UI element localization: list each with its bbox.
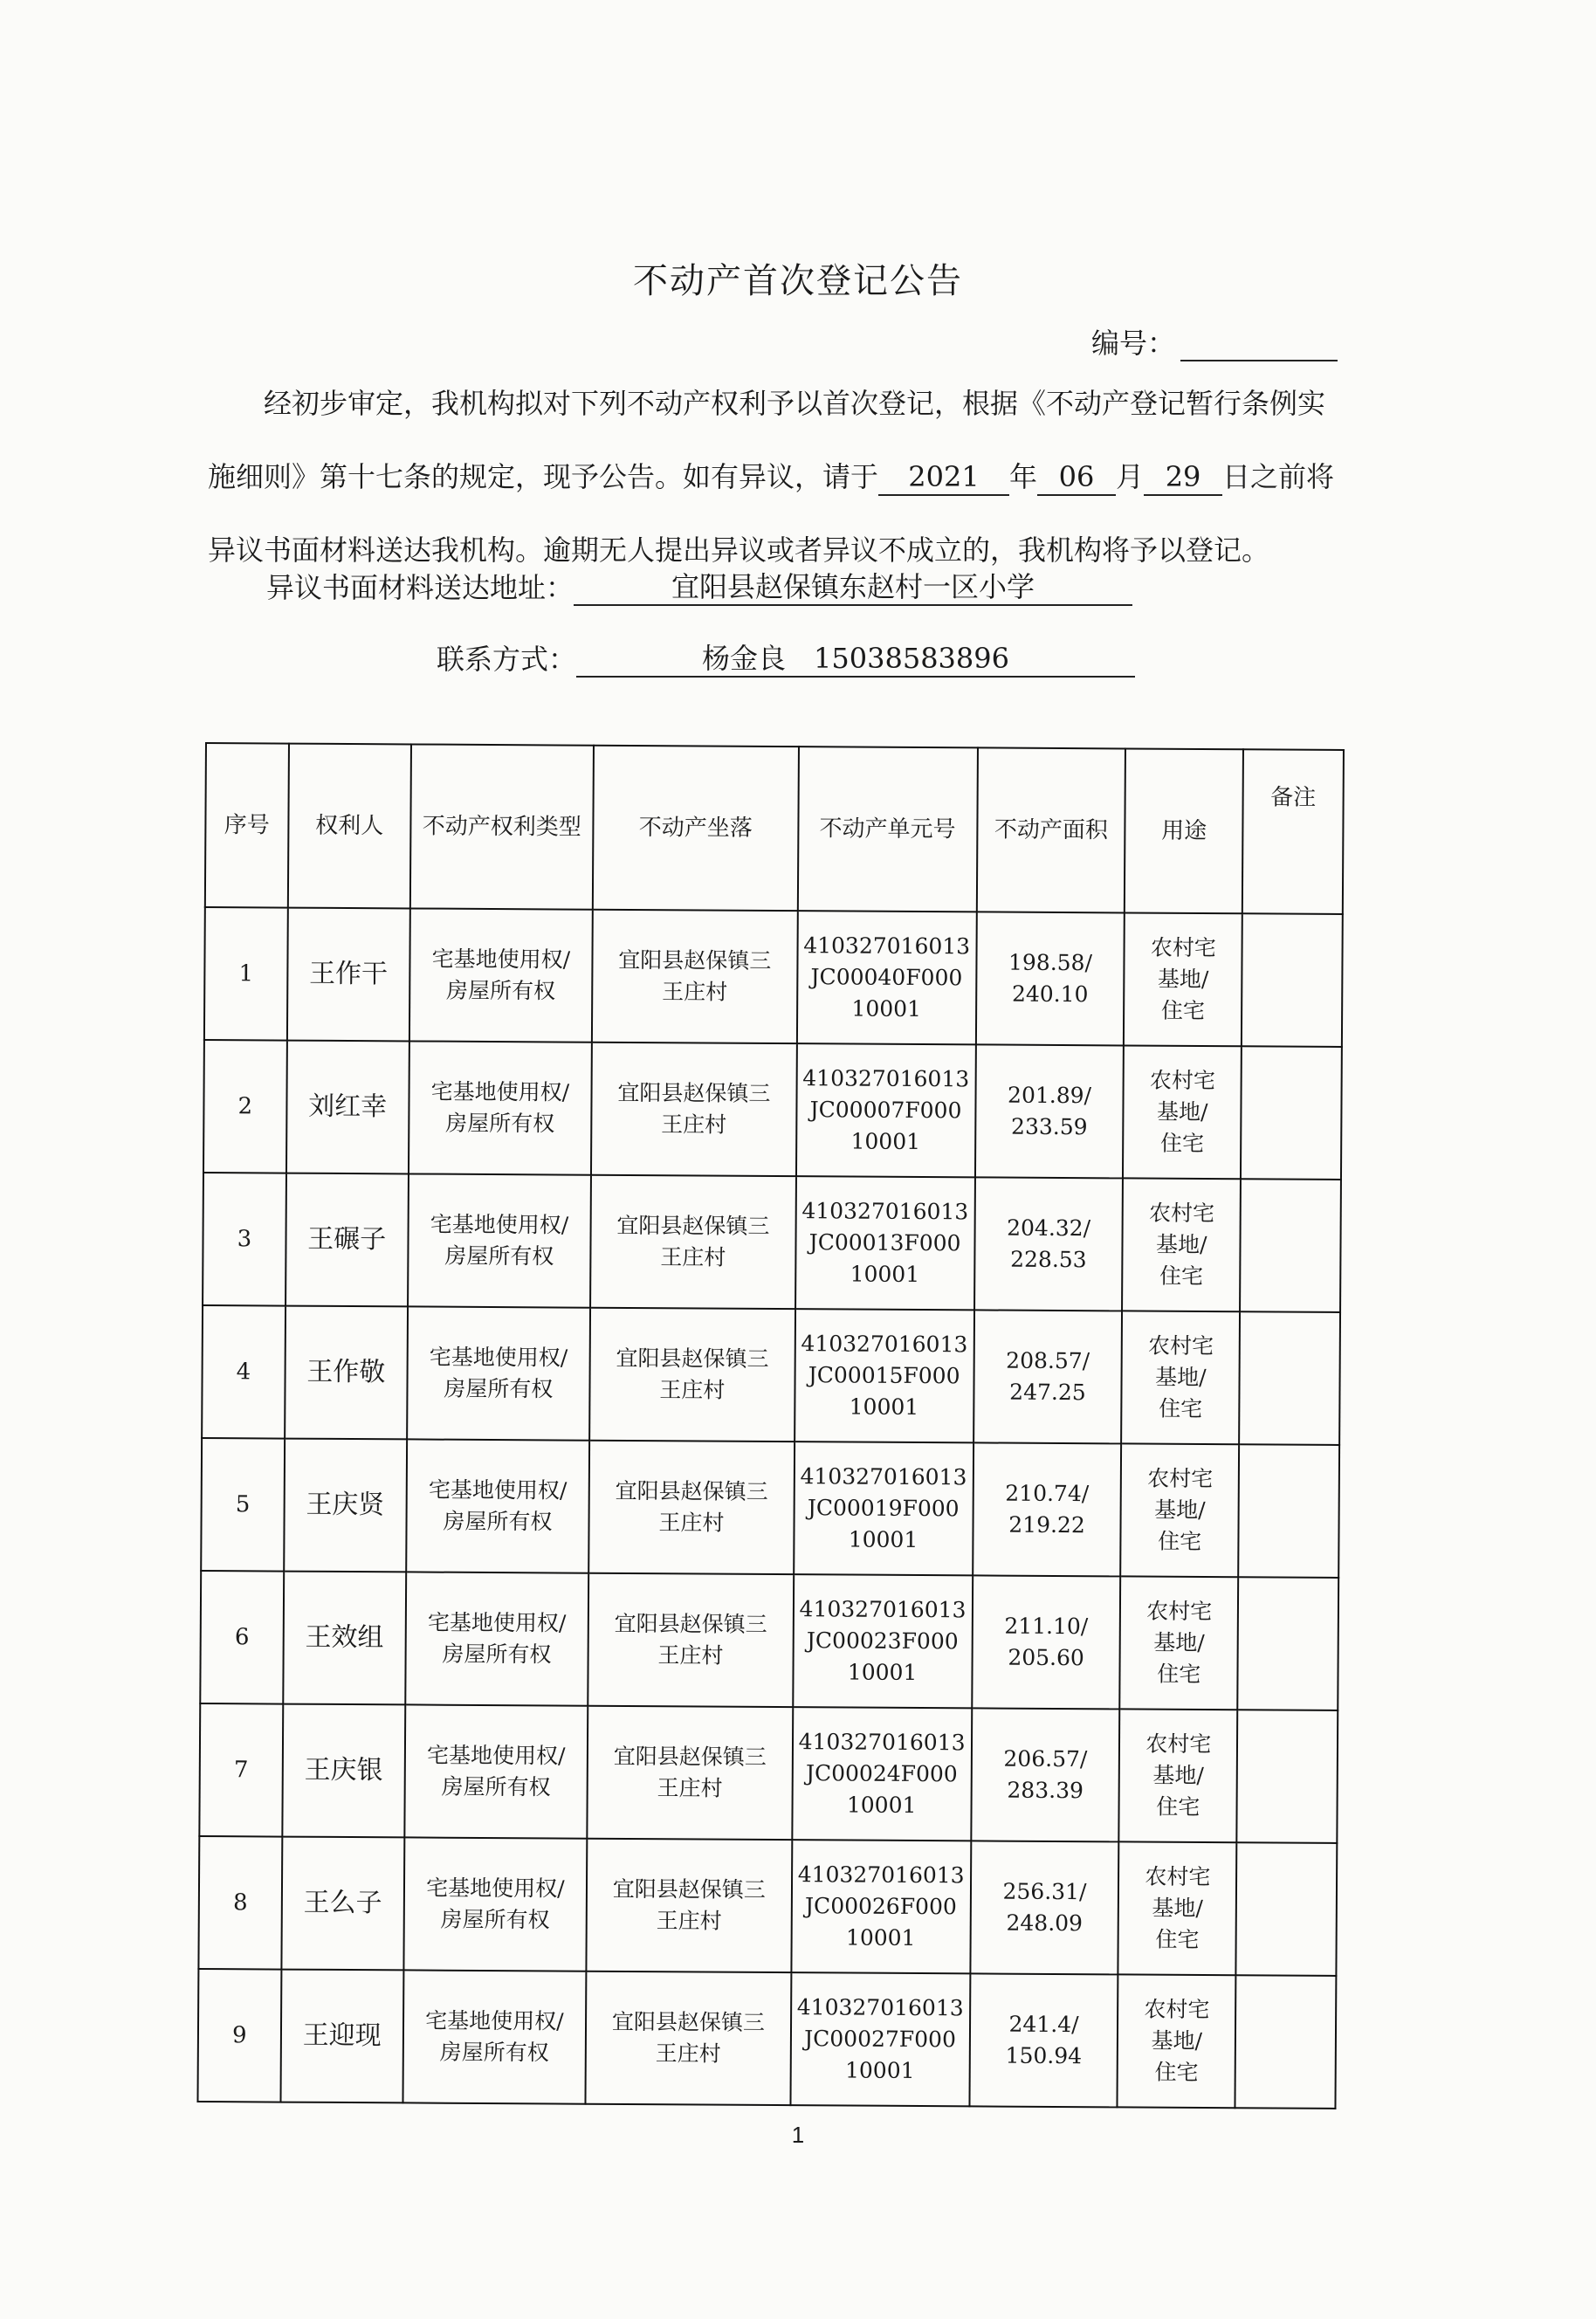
deadline-year: 2021: [878, 459, 1009, 496]
cell-use-line: 农村宅: [1149, 1067, 1216, 1094]
cell-owner: 王迎现: [280, 1970, 403, 2103]
cell-unit-number: [790, 1972, 970, 2106]
cell-area-line: 228.53: [1010, 1246, 1087, 1273]
cell-note: [1237, 1577, 1338, 1710]
table-row: [203, 1040, 1342, 1180]
address-field: [266, 566, 1132, 606]
header-location: 不动产坐落: [593, 746, 799, 911]
cell-location-line: 宜阳县赵保镇三: [615, 1477, 768, 1504]
cell-area: [973, 1310, 1123, 1443]
cell-right-type-line: 房屋所有权: [444, 1375, 554, 1402]
contact-value: 杨金良 15038583896: [576, 641, 1135, 678]
notice-title: 不动产首次登记公告: [633, 261, 963, 301]
header-unit-number: 不动产单元号: [797, 747, 977, 912]
cell-location-line: 宜阳县赵保镇三: [617, 1079, 771, 1106]
table-row: [201, 1438, 1339, 1578]
cell-unit-number-line: JC00026F000: [805, 1893, 957, 1920]
cell-area-line: 219.22: [1008, 1511, 1085, 1538]
cell-unit-number-line: JC00007F000: [809, 1097, 962, 1124]
cell-unit-number-line: 410327016013: [797, 1861, 965, 1889]
registration-table: [196, 742, 1344, 2109]
cell-seq: 2: [203, 1040, 287, 1173]
cell-seq: 4: [202, 1305, 285, 1439]
intro-text-part1: 经初步审定，我机构拟对下列不动产权利予以首次登记，根据《不动产登记暂行条例实施细则》第十七条的规定，现予公告。如有异议，请于: [208, 387, 1326, 493]
cell-right-type-line: 房屋所有权: [446, 977, 556, 1004]
cell-use-line: 农村宅: [1148, 1200, 1215, 1227]
cell-use-line: 基地/: [1156, 1098, 1208, 1125]
cell-use-line: 农村宅: [1145, 1863, 1211, 1890]
cell-owner: 王碾子: [285, 1173, 409, 1307]
cell-unit-number-line: 410327016013: [801, 1331, 968, 1358]
cell-right-type-line: 宅基地使用权/: [430, 1078, 570, 1105]
cell-use-line: 住宅: [1158, 1528, 1202, 1554]
cell-use-line: 住宅: [1154, 2059, 1199, 2085]
table-row: [203, 1173, 1341, 1312]
cell-seq: 6: [200, 1571, 284, 1704]
cell-right-type-line: 房屋所有权: [442, 1641, 552, 1668]
cell-unit-number-line: 10001: [848, 1526, 918, 1553]
table-header-row: [205, 743, 1344, 914]
cell-right-type-line: 宅基地使用权/: [428, 1476, 568, 1504]
cell-right-type: [408, 1173, 591, 1307]
cell-use-line: 住宅: [1157, 1661, 1201, 1687]
cell-right-type-line: 宅基地使用权/: [427, 1609, 567, 1636]
cell-location-line: 宜阳县赵保镇三: [616, 1212, 770, 1239]
cell-unit-number-line: 10001: [849, 1393, 919, 1421]
cell-owner: 王庆贤: [284, 1439, 407, 1572]
contact-field: [437, 637, 1135, 678]
cell-right-type: [405, 1572, 588, 1705]
cell-unit-number: [795, 1309, 974, 1442]
cell-area-line: 240.10: [1011, 981, 1089, 1008]
cell-unit-number-line: 410327016013: [799, 1596, 967, 1623]
cell-use-line: 基地/: [1151, 2027, 1203, 2054]
cell-right-type-line: 宅基地使用权/: [429, 1344, 568, 1371]
cell-seq: 1: [204, 907, 288, 1041]
cell-seq: 5: [201, 1438, 285, 1572]
cell-seq: 7: [199, 1703, 283, 1837]
cell-seq: 8: [198, 1836, 282, 1970]
table-row: [202, 1305, 1340, 1445]
cell-right-type-line: 宅基地使用权/: [426, 1875, 565, 1902]
cell-unit-number-line: 10001: [850, 1261, 920, 1288]
cell-unit-number-line: JC00024F000: [805, 1760, 958, 1787]
cell-location-line: 王庄村: [655, 2040, 721, 2067]
header-right-type: 不动产权利类型: [409, 744, 594, 909]
cell-location: [587, 1839, 792, 1972]
cell-use-line: 基地/: [1155, 1231, 1207, 1258]
cell-area: [972, 1575, 1121, 1709]
cell-location-line: 王庄村: [660, 1244, 726, 1270]
contact-label: 联系方式：: [437, 643, 577, 676]
table-row: [198, 1836, 1337, 1976]
intro-text-part2: 日之前将异议书面材料送达我机构。逾期无人提出异议或者异议不成立的，我机构将予以登记。: [208, 460, 1335, 567]
cell-location: [590, 1175, 795, 1309]
cell-unit-number-line: 10001: [851, 995, 922, 1022]
cell-owner: 王庆银: [282, 1704, 405, 1838]
cell-unit-number-line: 10001: [845, 1924, 916, 1951]
cell-right-type: [409, 908, 592, 1042]
cell-location-line: 王庄村: [659, 1377, 726, 1403]
notice-number-label: 编号：: [1091, 327, 1176, 360]
header-seq: 序号: [205, 743, 289, 908]
cell-unit-number-line: JC00019F000: [807, 1495, 960, 1522]
cell-unit-number-line: 410327016013: [802, 1065, 970, 1092]
cell-note: [1236, 1842, 1338, 1976]
cell-unit-number-line: JC00040F000: [810, 964, 963, 991]
cell-area-line: 198.58/: [1008, 949, 1093, 976]
cell-area-line: 201.89/: [1008, 1082, 1092, 1109]
cell-use-line: 基地/: [1154, 1497, 1206, 1524]
cell-use-line: 基地/: [1152, 1895, 1203, 1922]
cell-use-line: 基地/: [1152, 1762, 1204, 1789]
cell-location: [587, 1706, 792, 1840]
cell-use-line: 农村宅: [1147, 1332, 1214, 1359]
cell-area-line: 206.57/: [1003, 1745, 1088, 1772]
cell-unit-number: [793, 1574, 973, 1708]
cell-area-line: 210.74/: [1005, 1480, 1090, 1507]
cell-unit-number: [794, 1442, 973, 1575]
cell-area-line: 205.60: [1008, 1644, 1084, 1671]
cell-use: [1118, 1841, 1237, 1975]
cell-area-line: 256.31/: [1002, 1878, 1087, 1905]
cell-location-line: 王庄村: [658, 1510, 725, 1536]
cell-right-type: [409, 1041, 592, 1174]
cell-right-type-line: 房屋所有权: [441, 1773, 551, 1800]
table-row: [197, 1969, 1336, 2109]
deadline-year-unit: 年: [1009, 460, 1038, 493]
cell-use-line: 基地/: [1153, 1629, 1205, 1656]
cell-owner: 刘红幸: [286, 1041, 409, 1174]
cell-location-line: 王庄村: [656, 1908, 722, 1934]
cell-use: [1118, 1974, 1236, 2108]
deadline-day: 29: [1144, 459, 1222, 496]
table-row: [199, 1703, 1338, 1843]
cell-note: [1241, 1046, 1342, 1180]
cell-area-line: 247.25: [1009, 1379, 1086, 1406]
cell-right-type: [407, 1306, 590, 1440]
cell-use: [1122, 1178, 1241, 1311]
cell-area-line: 233.59: [1011, 1113, 1088, 1140]
cell-right-type: [403, 1837, 587, 1971]
cell-unit-number-line: 410327016013: [800, 1463, 967, 1490]
cell-owner: 王效组: [283, 1572, 406, 1705]
cell-owner: 王作干: [287, 908, 410, 1042]
cell-right-type-line: 宅基地使用权/: [431, 946, 571, 973]
cell-use-line: 农村宅: [1144, 1996, 1210, 2023]
notice-number-blank: [1180, 334, 1338, 361]
cell-unit-number: [797, 911, 977, 1044]
cell-right-type-line: 房屋所有权: [445, 1110, 555, 1137]
cell-location: [589, 1308, 795, 1442]
header-area: 不动产面积: [976, 747, 1125, 912]
cell-unit-number-line: JC00023F000: [806, 1627, 959, 1655]
header-note: 备注: [1242, 749, 1344, 914]
cell-unit-number-line: 10001: [850, 1128, 921, 1155]
cell-unit-number-line: 410327016013: [801, 1198, 969, 1225]
cell-unit-number-line: JC00013F000: [808, 1229, 961, 1256]
cell-unit-number-line: JC00027F000: [804, 2026, 956, 2053]
cell-right-type-line: 房屋所有权: [444, 1242, 554, 1270]
cell-use: [1119, 1709, 1238, 1842]
cell-area-line: 150.94: [1005, 2042, 1083, 2069]
header-owner: 权利人: [288, 744, 411, 909]
cell-area: [971, 1708, 1120, 1841]
cell-area: [975, 912, 1125, 1045]
cell-use-line: 基地/: [1155, 1364, 1207, 1391]
cell-use-line: 农村宅: [1145, 1731, 1212, 1758]
header-use: 用途: [1125, 748, 1243, 913]
cell-use-line: 住宅: [1159, 1263, 1204, 1289]
cell-unit-number-line: 410327016013: [796, 1994, 964, 2021]
cell-location: [592, 910, 797, 1043]
cell-unit-number-line: JC00015F000: [808, 1362, 960, 1389]
cell-location-line: 宜阳县赵保镇三: [614, 1610, 767, 1637]
cell-note: [1240, 1179, 1341, 1312]
cell-seq: 9: [197, 1969, 281, 2102]
cell-right-type-line: 房屋所有权: [443, 1508, 553, 1535]
cell-note: [1242, 913, 1343, 1047]
cell-area-line: 204.32/: [1007, 1215, 1091, 1242]
cell-location-line: 宜阳县赵保镇三: [613, 1743, 767, 1770]
cell-unit-number: [796, 1043, 976, 1177]
cell-location-line: 宜阳县赵保镇三: [618, 946, 772, 974]
cell-location-line: 王庄村: [657, 1642, 724, 1669]
deadline-month: 06: [1037, 459, 1116, 496]
table-row: [200, 1571, 1338, 1710]
cell-use-line: 住宅: [1156, 1793, 1200, 1820]
cell-use-line: 住宅: [1159, 1130, 1205, 1156]
table-row: [204, 907, 1343, 1047]
cell-right-type-line: 宅基地使用权/: [430, 1211, 569, 1238]
cell-use: [1122, 1311, 1241, 1444]
cell-location: [586, 1971, 791, 2105]
notice-number: [1091, 321, 1338, 361]
page-number: 1: [791, 2122, 805, 2148]
cell-area-line: 211.10/: [1004, 1613, 1089, 1640]
cell-right-type-line: 宅基地使用权/: [425, 2007, 564, 2034]
cell-area: [973, 1442, 1122, 1576]
cell-area: [975, 1044, 1125, 1178]
cell-seq: 3: [203, 1173, 286, 1306]
cell-location-line: 宜阳县赵保镇三: [612, 1875, 766, 1903]
cell-area-line: 248.09: [1006, 1910, 1083, 1937]
cell-unit-number-line: 10001: [844, 2057, 915, 2083]
cell-location-line: 王庄村: [662, 979, 728, 1005]
cell-note: [1238, 1444, 1339, 1578]
cell-location-line: 王庄村: [661, 1111, 727, 1138]
cell-use-line: 农村宅: [1146, 1598, 1213, 1625]
cell-area: [969, 1973, 1118, 2107]
cell-right-type: [402, 1970, 586, 2103]
notice-intro: [208, 367, 1343, 587]
cell-unit-number: [792, 1707, 972, 1841]
cell-note: [1235, 1975, 1337, 2109]
cell-right-type: [406, 1439, 589, 1572]
cell-note: [1239, 1311, 1340, 1445]
cell-owner: 王么子: [281, 1837, 404, 1971]
cell-unit-number: [791, 1840, 971, 1973]
cell-unit-number: [795, 1176, 975, 1310]
cell-use: [1120, 1576, 1239, 1710]
cell-right-type: [404, 1704, 588, 1838]
cell-use: [1124, 912, 1242, 1046]
cell-use-line: 住宅: [1155, 1926, 1200, 1952]
address-label: 异议书面材料送达地址：: [266, 571, 574, 604]
cell-use: [1121, 1443, 1240, 1577]
cell-use-line: 农村宅: [1150, 934, 1216, 961]
cell-unit-number-line: 10001: [846, 1792, 917, 1818]
cell-owner: 王作敬: [285, 1306, 408, 1440]
cell-right-type-line: 房屋所有权: [440, 1906, 550, 1933]
cell-use-line: 基地/: [1157, 966, 1209, 993]
cell-right-type-line: 宅基地使用权/: [426, 1742, 566, 1769]
cell-location-line: 宜阳县赵保镇三: [616, 1345, 769, 1372]
cell-unit-number-line: 410327016013: [803, 932, 971, 960]
cell-location: [588, 1573, 793, 1707]
address-value: 宜阳县赵保镇东赵村一区小学: [574, 569, 1132, 606]
cell-area-line: 241.4/: [1008, 2011, 1079, 2038]
cell-use-line: 农村宅: [1147, 1465, 1214, 1492]
cell-area-line: 208.57/: [1006, 1347, 1090, 1374]
cell-location: [588, 1441, 794, 1574]
cell-note: [1236, 1710, 1338, 1843]
cell-area: [974, 1177, 1124, 1311]
cell-use: [1123, 1045, 1242, 1179]
deadline-month-unit: 月: [1116, 460, 1145, 493]
cell-location-line: 王庄村: [657, 1775, 723, 1801]
cell-unit-number-line: 410327016013: [798, 1729, 966, 1756]
cell-use-line: 住宅: [1159, 1395, 1203, 1421]
cell-location: [591, 1043, 796, 1176]
cell-unit-number-line: 10001: [847, 1659, 918, 1686]
cell-area: [970, 1841, 1119, 1974]
cell-right-type-line: 房屋所有权: [439, 2039, 549, 2066]
cell-area-line: 283.39: [1007, 1777, 1084, 1804]
cell-use-line: 住宅: [1160, 997, 1206, 1023]
cell-location-line: 宜阳县赵保镇三: [611, 2008, 766, 2035]
